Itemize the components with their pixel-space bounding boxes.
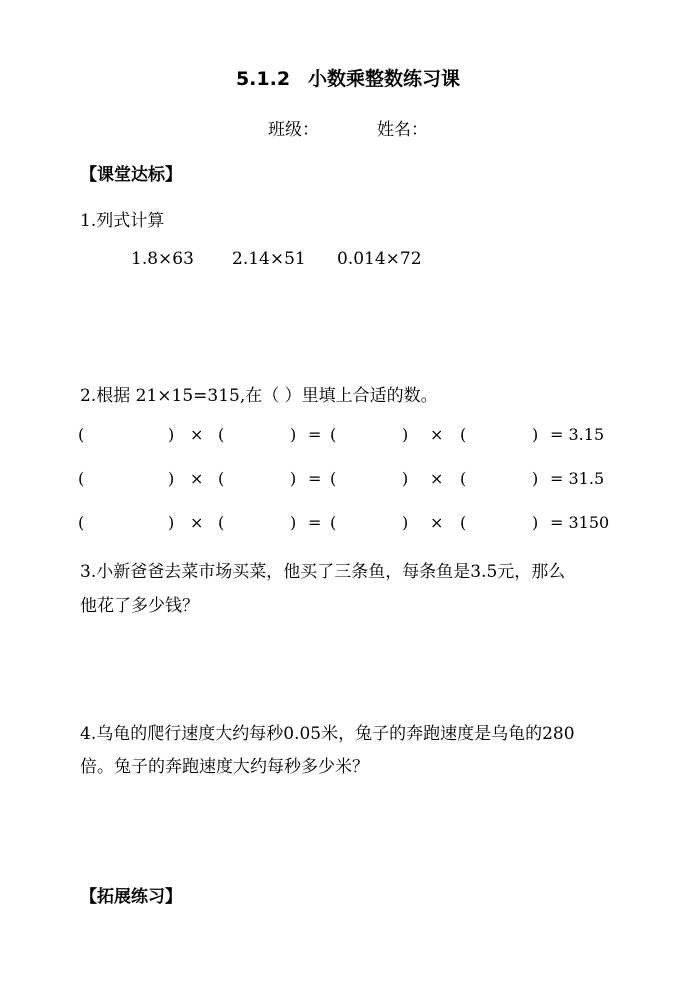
equation-row-3 xyxy=(0,513,696,537)
result-value: = 3.15 xyxy=(550,425,605,444)
result-value: = 3150 xyxy=(550,513,610,532)
equals-sign: = xyxy=(308,469,322,488)
section-extension: 【拓展练习】 xyxy=(80,887,182,907)
blank-open: ( xyxy=(330,469,337,488)
blank-close: ) xyxy=(290,425,297,444)
blank-close: ) xyxy=(168,469,175,488)
blank-open: ( xyxy=(78,513,85,532)
blank-close: ) xyxy=(168,425,175,444)
student-info xyxy=(268,115,428,140)
name-label: 姓名： xyxy=(377,120,428,140)
blank-close: ) xyxy=(290,513,297,532)
lesson-title: 小数乘整数练习课 xyxy=(308,68,461,90)
blank-close: ) xyxy=(290,469,297,488)
blank-open: ( xyxy=(460,469,467,488)
times-sign: × xyxy=(190,513,204,532)
equation-row-2 xyxy=(0,469,696,493)
blank-open: ( xyxy=(330,425,337,444)
class-label: 班级： xyxy=(268,120,319,140)
blank-open: ( xyxy=(218,513,225,532)
question-4-line-2: 倍。兔子的奔跑速度大约每秒多少米？ xyxy=(80,757,369,777)
blank-open: ( xyxy=(78,469,85,488)
equals-sign: = xyxy=(308,513,322,532)
times-sign: × xyxy=(430,469,444,488)
question-4-line-1: 4.乌龟的爬行速度大约每秒0.05米，兔子的奔跑速度是乌龟的280 xyxy=(80,724,575,744)
blank-open: ( xyxy=(460,513,467,532)
lesson-number: 5.1.2 xyxy=(235,68,291,90)
times-sign: × xyxy=(430,425,444,444)
times-sign: × xyxy=(190,425,204,444)
blank-open: ( xyxy=(218,469,225,488)
question-1: 1.列式计算 xyxy=(80,211,165,231)
equation-row-1 xyxy=(0,425,696,449)
section-classroom: 【课堂达标】 xyxy=(80,165,182,185)
blank-close: ) xyxy=(168,513,175,532)
blank-open: ( xyxy=(460,425,467,444)
blank-close: ) xyxy=(532,513,539,532)
blank-close: ) xyxy=(402,469,409,488)
blank-open: ( xyxy=(78,425,85,444)
question-3-line-2: 他花了多少钱？ xyxy=(80,596,199,616)
blank-close: ) xyxy=(402,425,409,444)
question-2: 2.根据 21×15=315,在（ ）里填上合适的数。 xyxy=(80,386,438,406)
times-sign: × xyxy=(190,469,204,488)
q1-item-1: 1.8×63 xyxy=(131,249,194,269)
page-title xyxy=(0,64,696,91)
blank-close: ) xyxy=(532,469,539,488)
result-value: = 31.5 xyxy=(550,469,605,488)
question-3-line-1: 3.小新爸爸去菜市场买菜，他买了三条鱼，每条鱼是3.5元，那么 xyxy=(80,562,566,582)
times-sign: × xyxy=(430,513,444,532)
equals-sign: = xyxy=(308,425,322,444)
blank-close: ) xyxy=(402,513,409,532)
q1-item-3: 0.014×72 xyxy=(337,249,422,269)
q1-item-2: 2.14×51 xyxy=(232,249,306,269)
blank-open: ( xyxy=(218,425,225,444)
blank-close: ) xyxy=(532,425,539,444)
blank-open: ( xyxy=(330,513,337,532)
